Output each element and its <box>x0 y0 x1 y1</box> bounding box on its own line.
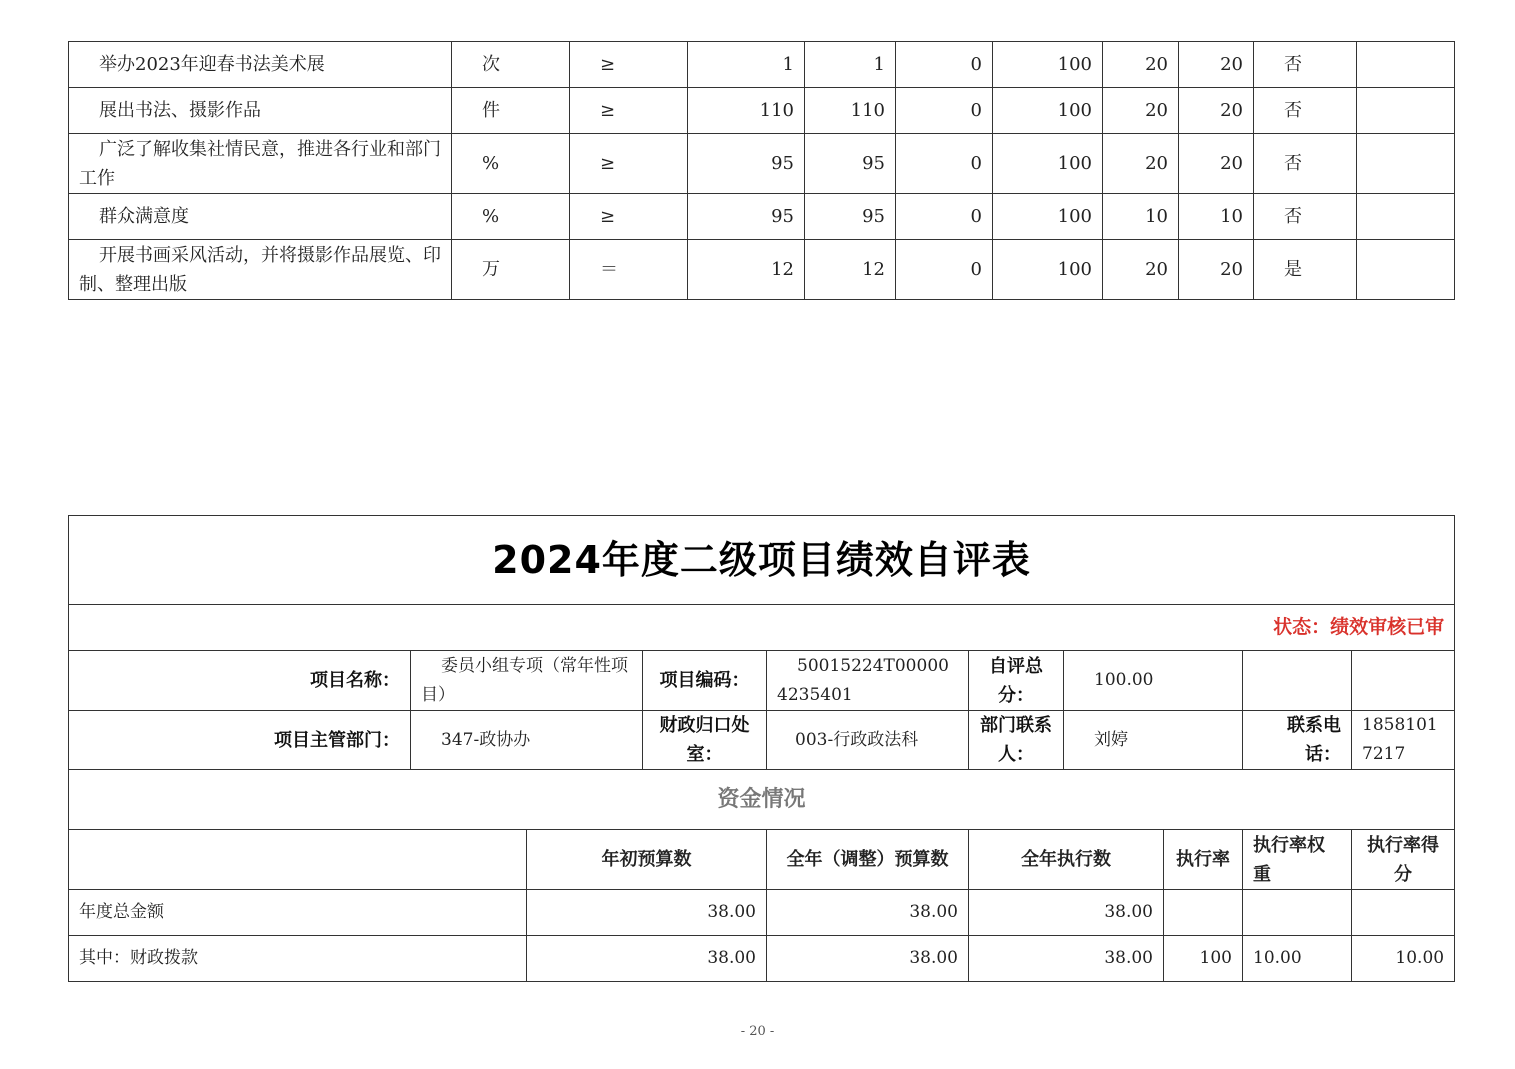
indicator-actual: 12 <box>805 240 896 300</box>
indicator-unit: 次 <box>452 42 570 88</box>
indicator-name: 群众满意度 <box>69 194 452 240</box>
funds-row-initial: 38.00 <box>527 890 767 936</box>
indicator-target: 12 <box>688 240 805 300</box>
indicator-note <box>1357 88 1455 134</box>
header-adjusted-budget: 全年（调整）预算数 <box>767 830 969 890</box>
indicator-note <box>1357 240 1455 300</box>
indicator-actual: 1 <box>805 42 896 88</box>
empty-cell <box>1352 651 1455 711</box>
indicator-table <box>68 41 1455 300</box>
empty-cell <box>1243 651 1352 711</box>
indicator-weight: 20 <box>1103 240 1179 300</box>
funds-row-label: 年度总金额 <box>69 890 527 936</box>
funds-row-weight <box>1243 890 1352 936</box>
indicator-row <box>69 134 1455 194</box>
form-title: 2024年度二级项目绩效自评表 <box>69 516 1455 605</box>
indicator-weight: 10 <box>1103 194 1179 240</box>
self-score-label: 自评总分： <box>969 651 1064 711</box>
indicator-deviation: 0 <box>896 194 993 240</box>
indicator-score: 10 <box>1179 194 1254 240</box>
indicator-weight: 20 <box>1103 134 1179 194</box>
indicator-target: 110 <box>688 88 805 134</box>
indicator-score: 20 <box>1179 42 1254 88</box>
indicator-score: 20 <box>1179 134 1254 194</box>
indicator-unit: % <box>452 134 570 194</box>
funds-row-executed: 38.00 <box>969 890 1164 936</box>
project-name-value: 委员小组专项（常年性项目） <box>411 651 643 711</box>
contact-label: 部门联系人： <box>969 711 1064 770</box>
indicator-unit: 件 <box>452 88 570 134</box>
indicator-operator: ≥ <box>570 42 688 88</box>
contact-value: 刘婷 <box>1064 711 1243 770</box>
funds-row-rate <box>1164 890 1243 936</box>
indicator-name: 广泛了解收集社情民意，推进各行业和部门工作 <box>69 134 452 194</box>
funds-header-blank <box>69 830 527 890</box>
indicator-unit: 万 <box>452 240 570 300</box>
indicator-flag: 否 <box>1254 42 1357 88</box>
indicator-score: 20 <box>1179 240 1254 300</box>
indicator-target: 95 <box>688 134 805 194</box>
dept-label: 项目主管部门： <box>69 711 411 770</box>
indicator-rate: 100 <box>993 42 1103 88</box>
indicator-note <box>1357 42 1455 88</box>
self-score-value: 100.00 <box>1064 651 1243 711</box>
indicator-name: 举办2023年迎春书法美术展 <box>69 42 452 88</box>
indicator-operator: ≥ <box>570 134 688 194</box>
indicator-score: 20 <box>1179 88 1254 134</box>
funds-row-executed: 38.00 <box>969 936 1164 982</box>
indicator-rate: 100 <box>993 88 1103 134</box>
finance-office-value: 003-行政政法科 <box>767 711 969 770</box>
indicator-note <box>1357 134 1455 194</box>
indicator-row <box>69 42 1455 88</box>
dept-value: 347-政协办 <box>411 711 643 770</box>
header-rate-score: 执行率得分 <box>1352 830 1455 890</box>
project-code-value: 50015224T000004235401 <box>767 651 969 711</box>
evaluation-form-table <box>68 515 1455 982</box>
indicator-operator: ≥ <box>570 194 688 240</box>
indicator-name: 开展书画采风活动，并将摄影作品展览、印制、整理出版 <box>69 240 452 300</box>
indicator-rate: 100 <box>993 134 1103 194</box>
funds-row-score <box>1352 890 1455 936</box>
funds-row-label: 其中：财政拨款 <box>69 936 527 982</box>
page-number: - 20 - <box>740 1024 775 1039</box>
funds-row-score: 10.00 <box>1352 936 1455 982</box>
indicator-actual: 95 <box>805 194 896 240</box>
indicator-operator: ＝ <box>570 240 688 300</box>
header-initial-budget: 年初预算数 <box>527 830 767 890</box>
indicator-flag: 是 <box>1254 240 1357 300</box>
status-text: 状态：绩效审核已审 <box>69 605 1455 651</box>
indicator-rate: 100 <box>993 194 1103 240</box>
indicator-unit: % <box>452 194 570 240</box>
indicator-deviation: 0 <box>896 42 993 88</box>
funds-row-adjusted: 38.00 <box>767 890 969 936</box>
indicator-row <box>69 88 1455 134</box>
phone-value: 18581017217 <box>1352 711 1455 770</box>
project-name-label: 项目名称： <box>69 651 411 711</box>
indicator-flag: 否 <box>1254 134 1357 194</box>
funds-row-rate: 100 <box>1164 936 1243 982</box>
indicator-row <box>69 194 1455 240</box>
project-code-label: 项目编码： <box>643 651 767 711</box>
header-exec-rate: 执行率 <box>1164 830 1243 890</box>
header-executed: 全年执行数 <box>969 830 1164 890</box>
funds-row-adjusted: 38.00 <box>767 936 969 982</box>
funds-row-initial: 38.00 <box>527 936 767 982</box>
indicator-rate: 100 <box>993 240 1103 300</box>
indicator-deviation: 0 <box>896 88 993 134</box>
funds-row-weight: 10.00 <box>1243 936 1352 982</box>
indicator-flag: 否 <box>1254 88 1357 134</box>
indicator-name: 展出书法、摄影作品 <box>69 88 452 134</box>
indicator-target: 1 <box>688 42 805 88</box>
indicator-actual: 95 <box>805 134 896 194</box>
indicator-actual: 110 <box>805 88 896 134</box>
finance-office-label: 财政归口处室： <box>643 711 767 770</box>
indicator-weight: 20 <box>1103 42 1179 88</box>
indicator-weight: 20 <box>1103 88 1179 134</box>
indicator-deviation: 0 <box>896 240 993 300</box>
indicator-row <box>69 240 1455 300</box>
indicator-target: 95 <box>688 194 805 240</box>
funds-section-title: 资金情况 <box>69 770 1455 830</box>
indicator-flag: 否 <box>1254 194 1357 240</box>
indicator-operator: ≥ <box>570 88 688 134</box>
phone-label: 联系电话： <box>1243 711 1352 770</box>
indicator-note <box>1357 194 1455 240</box>
header-rate-weight: 执行率权重 <box>1243 830 1352 890</box>
indicator-deviation: 0 <box>896 134 993 194</box>
